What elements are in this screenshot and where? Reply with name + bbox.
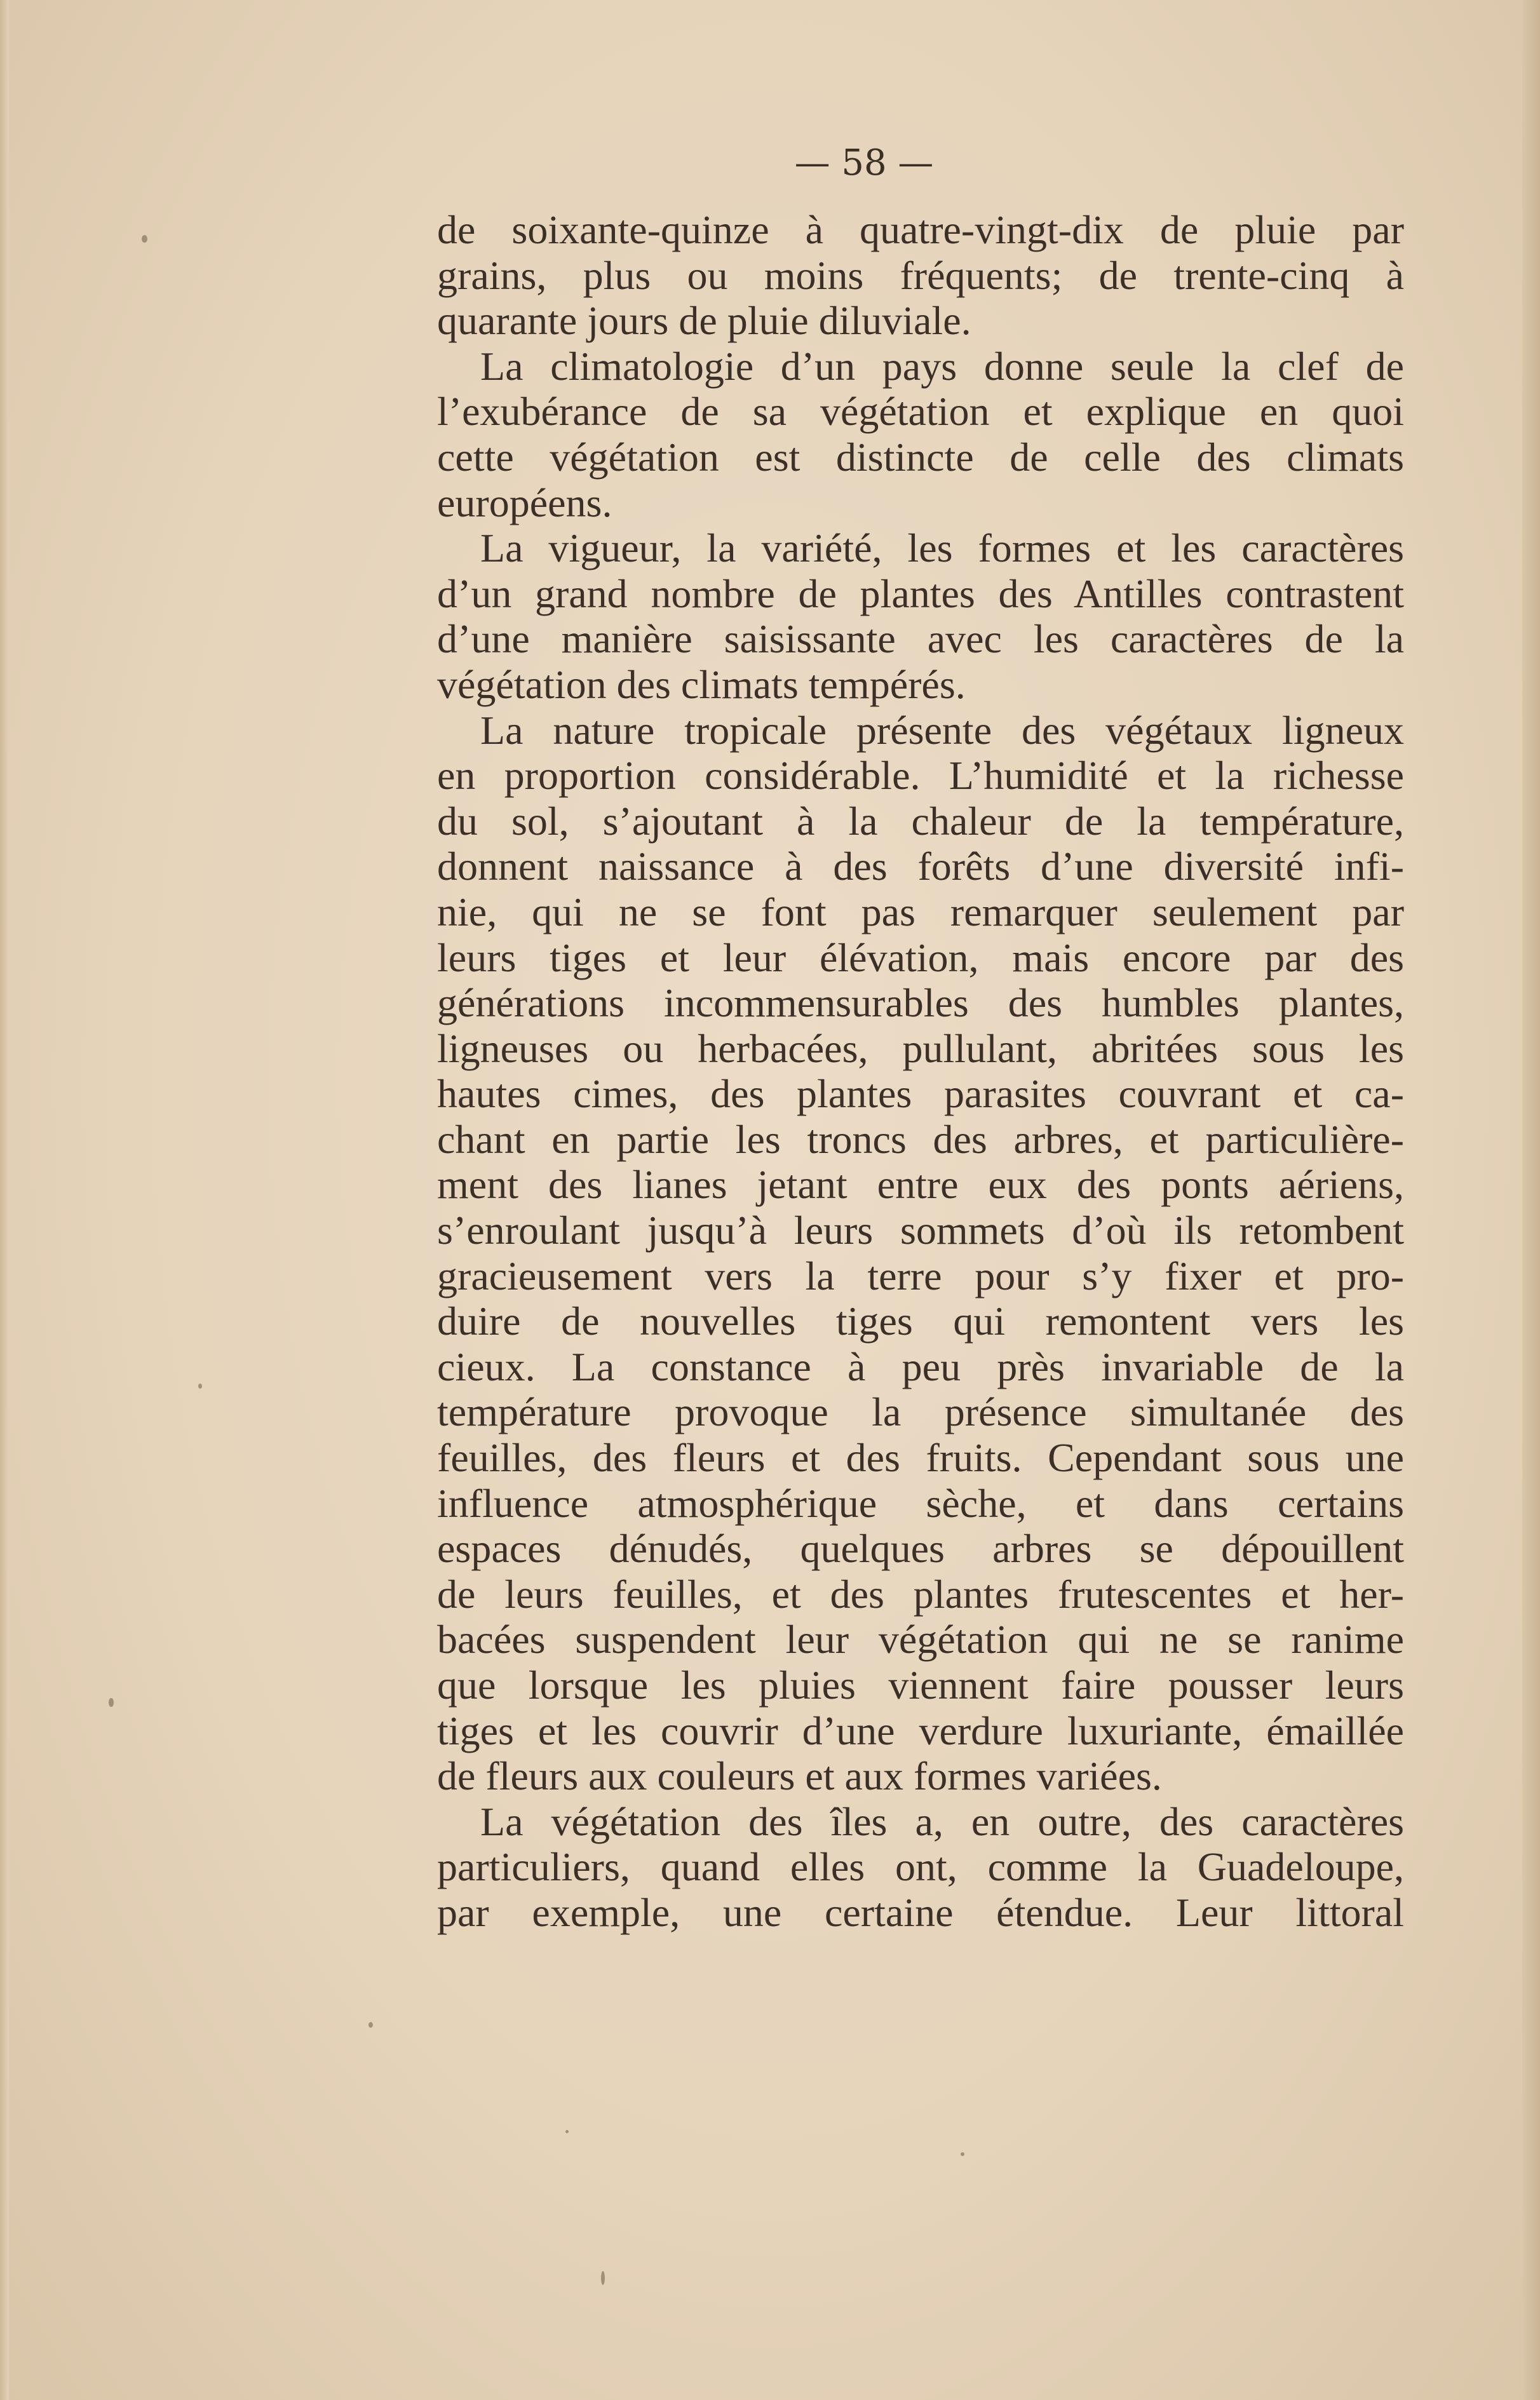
body-text <box>437 207 1404 1936</box>
text-line: leurs tiges et leur élévation, mais encore par des <box>437 934 1404 980</box>
text-line: générations incommensurables des humbles plantes, <box>437 980 1404 1026</box>
text-line: hautes cimes, des plantes parasites couvrant et ca- <box>437 1071 1404 1117</box>
text-line: duire de nouvelles tiges qui remontent vers les <box>437 1298 1404 1344</box>
text-line: en proportion considérable. L’humidité et la richesse <box>437 753 1404 799</box>
paper-speck <box>601 2271 605 2285</box>
text-line: du sol, s’ajoutant à la chaleur de la température, <box>437 798 1404 844</box>
text-line: ment des lianes jetant entre eux des ponts aériens, <box>437 1162 1404 1208</box>
text-line: La vigueur, la variété, les formes et les caractères <box>480 525 1404 571</box>
text-line: d’une manière saisissante avec les caractères de la <box>437 616 1404 662</box>
text-line: de leurs feuilles, et des plantes frutescentes et her- <box>437 1571 1404 1617</box>
text-line: donnent naissance à des forêts d’une diversité infi- <box>437 844 1404 889</box>
text-line: feuilles, des fleurs et des fruits. Cependant sous une <box>437 1435 1404 1481</box>
text-line: ligneuses ou herbacées, pullulant, abritées sous les <box>437 1025 1404 1071</box>
text-line: cieux. La constance à peu près invariable de la <box>437 1344 1404 1389</box>
text-line: grains, plus ou moins fréquents; de trente-cinq à <box>437 252 1404 298</box>
text-line: européens. <box>437 480 612 525</box>
text-line: influence atmosphérique sèche, et dans certains <box>437 1480 1404 1526</box>
text-line: par exemple, une certaine étendue. Leur littoral <box>437 1889 1404 1935</box>
text-line: de fleurs aux couleurs et aux formes variées. <box>437 1753 1162 1799</box>
text-line: l’exubérance de sa végétation et explique en quoi <box>437 389 1404 435</box>
text-line: tiges et les couvrir d’une verdure luxuriante, émaillée <box>437 1708 1404 1753</box>
paper-speck <box>368 2022 373 2028</box>
text-line: nie, qui ne se font pas remarquer seulement par <box>437 889 1404 934</box>
page-right-edge <box>1522 0 1540 2400</box>
text-line: La climatologie d’un pays donne seule la clef de <box>480 343 1404 389</box>
paper-speck <box>142 235 147 243</box>
page-left-edge <box>0 0 9 2400</box>
text-line: végétation des climats tempérés. <box>437 661 966 707</box>
paper-speck <box>565 2130 569 2133</box>
text-line: de soixante-quinze à quatre-vingt-dix de pluie par <box>437 207 1404 252</box>
text-line: s’enroulant jusqu’à leurs sommets d’où ils retombent <box>437 1208 1404 1253</box>
text-line: que lorsque les pluies viennent faire pousser leurs <box>437 1662 1404 1708</box>
text-line: La végétation des îles a, en outre, des caractères <box>480 1798 1404 1844</box>
text-line: gracieusement vers la terre pour s’y fixer et pro- <box>437 1253 1404 1298</box>
text-line: chant en partie les troncs des arbres, et particulière- <box>437 1116 1404 1162</box>
text-line: bacées suspendent leur végétation qui ne se ranime <box>437 1617 1404 1662</box>
text-line: d’un grand nombre de plantes des Antilles contrastent <box>437 570 1404 616</box>
text-line: La nature tropicale présente des végétaux ligneux <box>480 707 1404 753</box>
text-line: quarante jours de pluie diluviale. <box>437 298 971 344</box>
text-line: particuliers, quand elles ont, comme la Guadeloupe, <box>437 1844 1404 1890</box>
paper-speck <box>198 1384 202 1389</box>
paper-speck <box>961 2152 964 2156</box>
page-number: — 58 — <box>794 142 934 184</box>
text-line: espaces dénudés, quelques arbres se dépouillent <box>437 1526 1404 1572</box>
text-line: température provoque la présence simultanée des <box>437 1389 1404 1435</box>
paper-speck <box>109 1698 114 1707</box>
text-line: cette végétation est distincte de celle des climats <box>437 434 1404 480</box>
